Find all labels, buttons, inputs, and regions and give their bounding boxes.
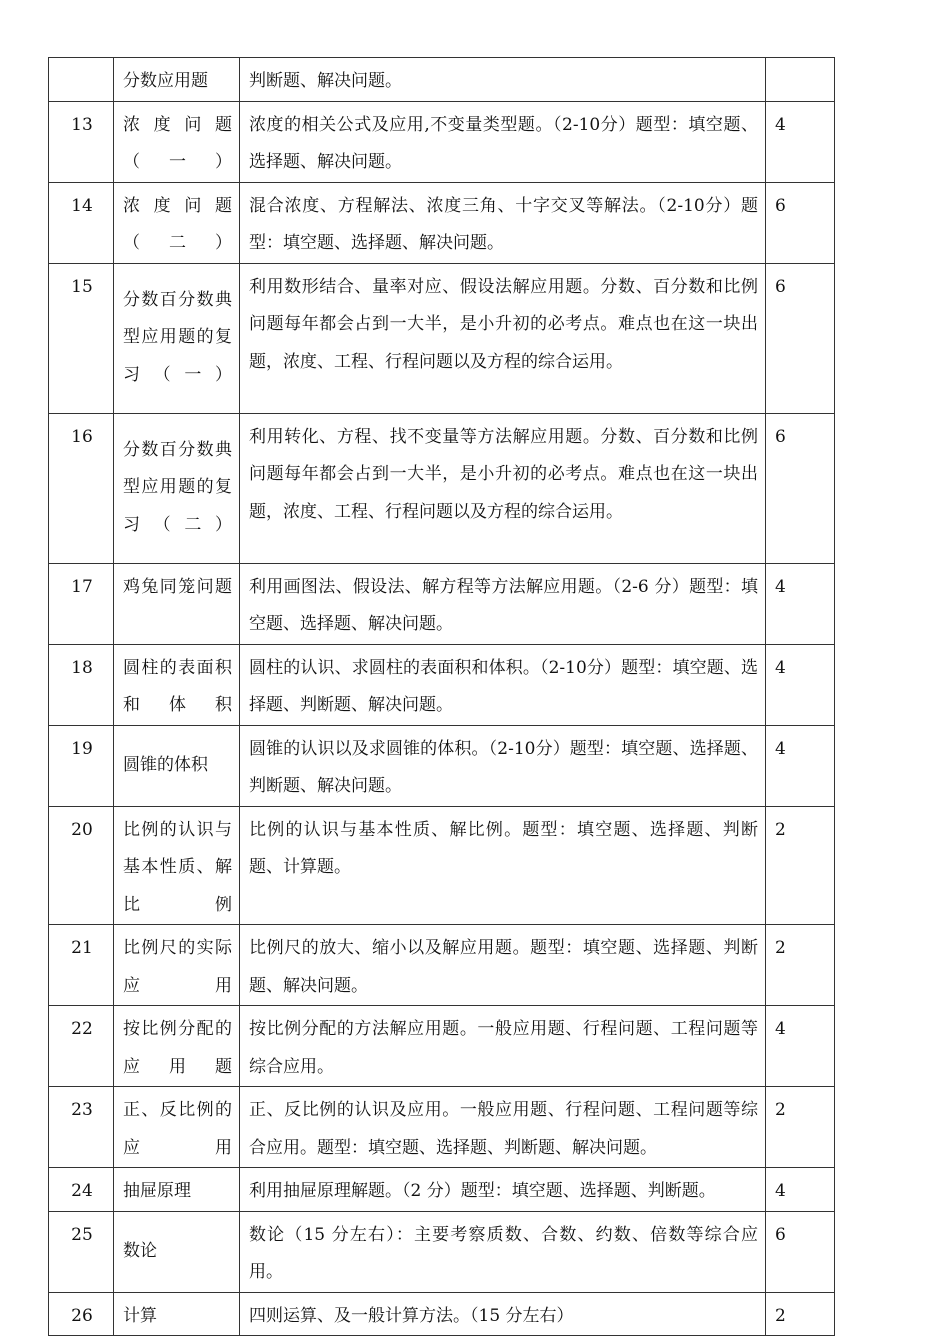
lesson-description: 四则运算、及一般计算方法。（15 分左右） bbox=[240, 1292, 766, 1336]
lesson-description: 浓度的相关公式及应用,不变量类型题。（2-10分）题型：填空题、选择题、解决问题。 bbox=[240, 101, 766, 182]
syllabus-table bbox=[48, 57, 835, 1336]
lesson-description: 正、反比例的认识及应用。一般应用题、行程问题、工程问题等综合应用。题型：填空题、选择题、判断题、解决问题。 bbox=[240, 1087, 766, 1168]
lesson-title: 分数百分数典型应用题的复习（一） bbox=[114, 263, 240, 413]
table-row bbox=[49, 182, 835, 263]
table-row bbox=[49, 925, 835, 1006]
lesson-description: 数论（15 分左右）：主要考察质数、合数、约数、倍数等综合应用。 bbox=[240, 1211, 766, 1292]
lesson-number: 23 bbox=[49, 1087, 114, 1168]
table-row bbox=[49, 263, 835, 413]
table-row bbox=[49, 1292, 835, 1336]
lesson-hours bbox=[766, 58, 835, 102]
table-row bbox=[49, 413, 835, 563]
lesson-number: 19 bbox=[49, 725, 114, 806]
lesson-number: 14 bbox=[49, 182, 114, 263]
lesson-hours: 2 bbox=[766, 1292, 835, 1336]
lesson-title: 正、反比例的应用 bbox=[114, 1087, 240, 1168]
lesson-number: 25 bbox=[49, 1211, 114, 1292]
lesson-title: 鸡兔同笼问题 bbox=[114, 563, 240, 644]
lesson-hours: 4 bbox=[766, 1006, 835, 1087]
lesson-number: 17 bbox=[49, 563, 114, 644]
lesson-number: 21 bbox=[49, 925, 114, 1006]
lesson-hours: 6 bbox=[766, 1211, 835, 1292]
syllabus-sheet bbox=[48, 57, 834, 1336]
lesson-description: 利用数形结合、量率对应、假设法解应用题。分数、百分数和比例问题每年都会占到一大半，是小升初的必考点。难点也在这一块出题，浓度、工程、行程问题以及方程的综合运用。 bbox=[240, 263, 766, 413]
lesson-title: 抽屉原理 bbox=[114, 1168, 240, 1212]
lesson-number: 26 bbox=[49, 1292, 114, 1336]
lesson-title: 浓度问题（二） bbox=[114, 182, 240, 263]
lesson-description: 判断题、解决问题。 bbox=[240, 58, 766, 102]
lesson-title: 分数应用题 bbox=[114, 58, 240, 102]
lesson-description: 比例的认识与基本性质、解比例。题型：填空题、选择题、判断题、计算题。 bbox=[240, 806, 766, 925]
lesson-hours: 4 bbox=[766, 644, 835, 725]
table-row bbox=[49, 725, 835, 806]
lesson-hours: 2 bbox=[766, 925, 835, 1006]
lesson-number bbox=[49, 58, 114, 102]
lesson-title: 比例尺的实际应用 bbox=[114, 925, 240, 1006]
lesson-hours: 4 bbox=[766, 101, 835, 182]
lesson-title: 按比例分配的应用题 bbox=[114, 1006, 240, 1087]
lesson-hours: 6 bbox=[766, 182, 835, 263]
lesson-hours: 2 bbox=[766, 1087, 835, 1168]
lesson-description: 圆柱的认识、求圆柱的表面积和体积。（2-10分）题型：填空题、选择题、判断题、解决问题。 bbox=[240, 644, 766, 725]
lesson-title: 圆锥的体积 bbox=[114, 725, 240, 806]
lesson-hours: 2 bbox=[766, 806, 835, 925]
lesson-number: 22 bbox=[49, 1006, 114, 1087]
lesson-number: 24 bbox=[49, 1168, 114, 1212]
lesson-description: 圆锥的认识以及求圆锥的体积。（2-10分）题型：填空题、选择题、判断题、解决问题。 bbox=[240, 725, 766, 806]
lesson-description: 利用转化、方程、找不变量等方法解应用题。分数、百分数和比例问题每年都会占到一大半，是小升初的必考点。难点也在这一块出题，浓度、工程、行程问题以及方程的综合运用。 bbox=[240, 413, 766, 563]
table-row bbox=[49, 563, 835, 644]
lesson-title: 分数百分数典型应用题的复习（二） bbox=[114, 413, 240, 563]
lesson-number: 18 bbox=[49, 644, 114, 725]
lesson-description: 比例尺的放大、缩小以及解应用题。题型：填空题、选择题、判断题、解决问题。 bbox=[240, 925, 766, 1006]
lesson-number: 15 bbox=[49, 263, 114, 413]
table-row bbox=[49, 58, 835, 102]
lesson-number: 13 bbox=[49, 101, 114, 182]
lesson-hours: 4 bbox=[766, 1168, 835, 1212]
lesson-number: 20 bbox=[49, 806, 114, 925]
lesson-hours: 6 bbox=[766, 413, 835, 563]
table-row bbox=[49, 101, 835, 182]
lesson-description: 利用抽屉原理解题。（2 分）题型：填空题、选择题、判断题。 bbox=[240, 1168, 766, 1212]
lesson-title: 浓度问题（一） bbox=[114, 101, 240, 182]
lesson-description: 利用画图法、假设法、解方程等方法解应用题。（2-6 分）题型：填空题、选择题、解决问题。 bbox=[240, 563, 766, 644]
lesson-hours: 6 bbox=[766, 263, 835, 413]
lesson-hours: 4 bbox=[766, 563, 835, 644]
table-row bbox=[49, 1006, 835, 1087]
table-row bbox=[49, 806, 835, 925]
lesson-number: 16 bbox=[49, 413, 114, 563]
lesson-description: 混合浓度、方程解法、浓度三角、十字交叉等解法。（2-10分）题型：填空题、选择题、解决问题。 bbox=[240, 182, 766, 263]
table-row bbox=[49, 644, 835, 725]
lesson-title: 数论 bbox=[114, 1211, 240, 1292]
lesson-hours: 4 bbox=[766, 725, 835, 806]
lesson-title: 圆柱的表面积和体积 bbox=[114, 644, 240, 725]
lesson-title: 比例的认识与基本性质、解比例 bbox=[114, 806, 240, 925]
table-row bbox=[49, 1168, 835, 1212]
lesson-description: 按比例分配的方法解应用题。一般应用题、行程问题、工程问题等综合应用。 bbox=[240, 1006, 766, 1087]
table-row bbox=[49, 1087, 835, 1168]
lesson-title: 计算 bbox=[114, 1292, 240, 1336]
table-row bbox=[49, 1211, 835, 1292]
